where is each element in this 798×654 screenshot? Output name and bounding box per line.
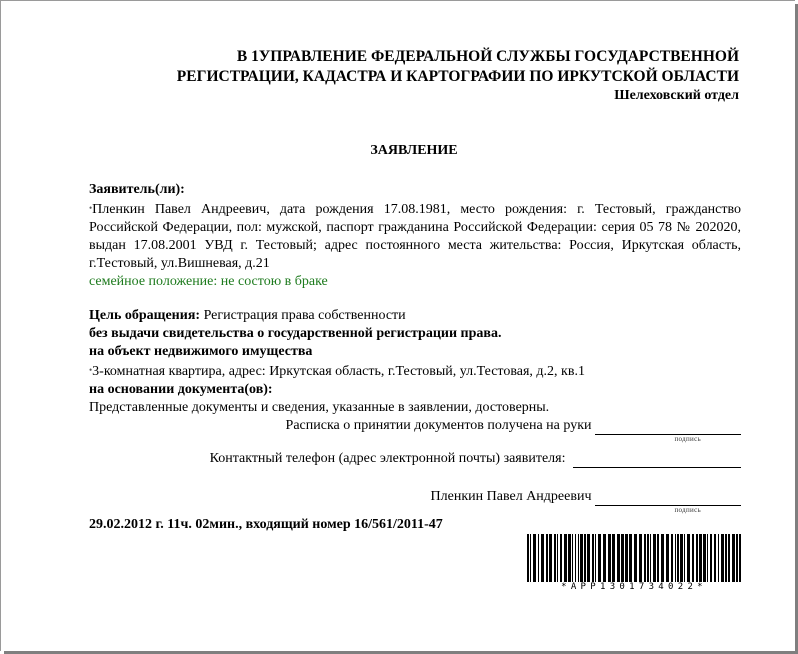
recipient-header	[79, 47, 739, 105]
signer-row	[89, 488, 741, 506]
document-body	[89, 181, 741, 515]
header-line-1: В 1УПРАВЛЕНИЕ ФЕДЕРАЛЬНОЙ СЛУЖБЫ ГОСУДАРСТВЕННОЙ	[236, 48, 739, 65]
no-certificate-note: без выдачи свидетельства о государственной регистрации права.	[89, 326, 502, 341]
receipt-label: Расписка о принятии документов получена на руки	[285, 418, 592, 433]
signer-signature-line	[595, 491, 741, 506]
purpose-line	[89, 307, 741, 325]
applicant-marker: •	[89, 203, 93, 213]
header-department: Шелеховский отдел	[614, 88, 739, 103]
signature-hint-1: подпись	[674, 435, 701, 443]
object-description	[89, 361, 741, 381]
object-marker: •	[89, 365, 93, 375]
contact-label: Контактный телефон (адрес электронной почты) заявителя:	[209, 451, 566, 466]
marital-status: семейное положение: не состою в браке	[89, 274, 328, 289]
applicant-description	[89, 199, 741, 273]
document-title: ЗАЯВЛЕНИЕ	[370, 143, 458, 158]
signature-hint-2: подпись	[674, 506, 701, 514]
basis-heading: на основании документа(ов):	[89, 382, 273, 397]
object-text: 3-комнатная квартира, адрес: Иркутская область, г.Тестовый, ул.Тестовая, д.2, кв.1	[92, 364, 585, 379]
object-heading: на объект недвижимого имущества	[89, 344, 313, 359]
statement: Представленные документы и сведения, указанные в заявлении, достоверны.	[89, 400, 550, 415]
purpose-label: Цель обращения:	[89, 308, 201, 323]
receipt-signature-line	[595, 420, 741, 435]
applicant-heading: Заявитель(ли):	[89, 182, 185, 197]
purpose-value: Регистрация права собственности	[200, 308, 406, 323]
applicant-text: Пленкин Павел Андреевич, дата рождения 17.08.1981, место рождения: г. Тестовый, гражданство Российской Федерации, пол: мужской, паспорт гражданина Российской Федерации: серия 05 78 № 202020, выдан 17.08.2001 УВД г. Тестовый; адрес постоянного места жительства: Россия, Иркутская область, г.Тестовый, ул.Вишневая, д.21	[89, 202, 741, 271]
registration-date-line: 29.02.2012 г. 11ч. 02мин., входящий номер 16/561/2011-47	[89, 517, 443, 532]
contact-row	[89, 450, 741, 468]
contact-line	[573, 453, 741, 468]
header-line-2: РЕГИСТРАЦИИ, КАДАСТРА И КАРТОГРАФИИ ПО ИРКУТСКОЙ ОБЛАСТИ	[176, 68, 739, 85]
barcode-text: *APP1301734022*	[525, 582, 743, 593]
receipt-row	[89, 417, 741, 435]
signer-name: Пленкин Павел Андреевич	[430, 489, 592, 504]
